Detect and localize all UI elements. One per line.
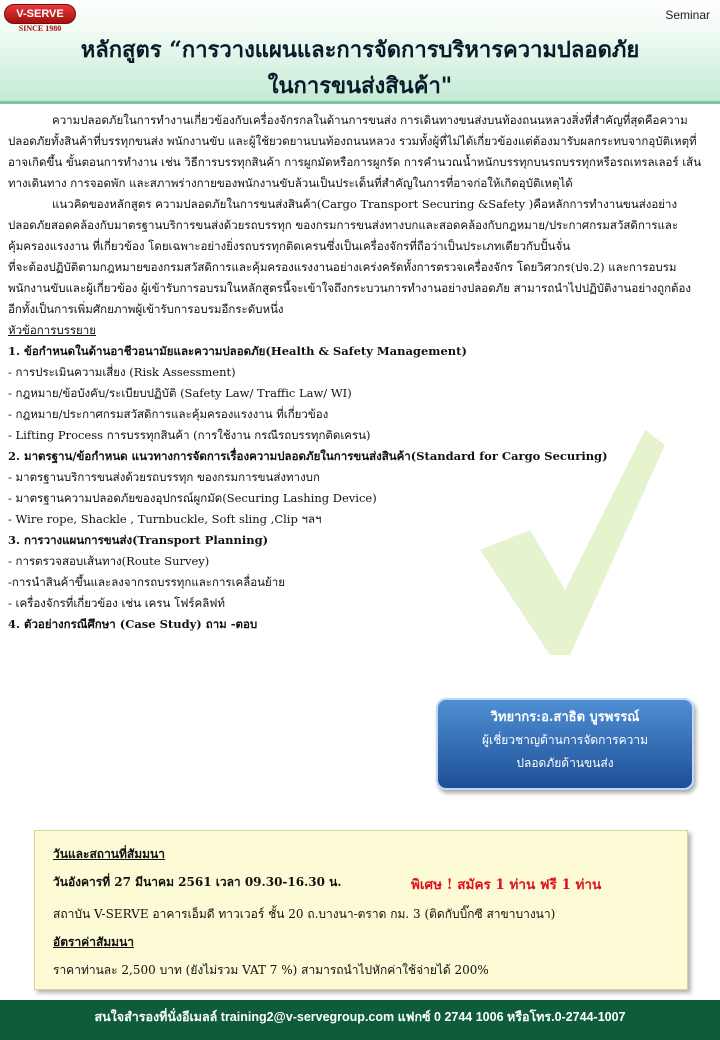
- intro-paragraph-2: แนวคิดของหลักสูตร ความปลอดภัยในการขนส่งสินค้า(Cargo Transport Securing &Safety )คือหลักการทำงานขนส่งอย่างปลอดภัยสอดคล้องกับมาตรฐานบริการขนส่งด้วยรถบรรทุก ของกรมการขนส่งทางบกและสอดคล้องกับกฎหมาย/ประกาศกรมสวัสดิการและคุ้มครองแรงงาน ที่เกี่ยวข้อง โดยเฉพาะอย่างยิ่งรถบรรทุกติดเครนซึ่งเป็นเครื่องจักรที่ถือว่าเป็นประเภทเดียวกับปั้นจั่น: [8, 197, 679, 253]
- section-1-item: - กฎหมาย/ประกาศกรมสวัสดิการและคุ้มครองแรงงาน ที่เกี่ยวข้อง: [8, 407, 329, 421]
- intro-paragraph-1: ความปลอดภัยในการทำงานเกี่ยวข้องกับเครื่องจักรกลในด้านการขนส่ง การเดินทางขนส่งบนท้องถนนหลวงสิ่งที่สำคัญที่สุดคือความปลอดภัยทั้งสินค้าที่บรรทุกขนส่ง พนักงานขับ และผู้ใช้ยวดยานบนท้องถนนหลวง รวมทั้งผู้ที่ไม่ได้เกี่ยวข้องแต่ต้องมารับผลกระทบจากอุบัติเหตุที่อาจเกิดขึ้น ขั้นตอนการทำงาน เช่น วิธีการบรรทุกสินค้า การผูกมัดหรือการผูกรัด การคำนวณน้ำหนักบรรทุกบนรถบรรทุกหรือรถเทรลเลอร์ เส้นทางเดินทาง การจอดพัก และสภาพร่างกายของพนักงานขับล้วนเป็นประเด็นที่สำคัญในการที่อาจก่อให้เกิดอุบัติเหตุได้: [8, 113, 702, 190]
- section-2-item: - Wire rope, Shackle , Turnbuckle, Soft sling ,Clip ฯลฯ: [8, 512, 322, 526]
- speaker-box: [436, 698, 694, 790]
- section-3-item: - เครื่องจักรที่เกี่ยวข้อง เช่น เครน โฟร์คลิฟท์: [8, 596, 225, 610]
- main-content: [8, 110, 708, 635]
- seminar-info-box: [34, 830, 688, 990]
- seminar-date: วันอังคารที่ 27 มีนาคม 2561 เวลา 09.30-16.30 น.: [53, 875, 342, 889]
- speaker-title-line-1: ผู้เชี่ยวชาญด้านการจัดการความ: [481, 733, 649, 747]
- date-venue-heading: วันและสถานที่สัมมนา: [53, 847, 166, 861]
- course-title-line-1: หลักสูตร “การวางแผนและการจัดการบริหารความปลอดภัย: [80, 37, 640, 63]
- fee-heading: อัตราค่าสัมมนา: [53, 935, 135, 949]
- section-3-title: 3. การวางแผนการขนส่ง(Transport Planning): [8, 533, 269, 547]
- section-1-item: - Lifting Process การบรรทุกสินค้า (การใช้งาน กรณีรถบรรทุกติดเครน): [8, 428, 371, 442]
- section-3-item: -การนำสินค้าขึ้นและลงจากรถบรรทุกและการเคลื่อนย้าย: [8, 575, 285, 589]
- promo-badge: พิเศษ ! สมัคร 1 ท่าน ฟรี 1 ท่าน: [411, 877, 602, 893]
- header-banner: [0, 0, 720, 104]
- section-1-item: - การประเมินความเสี่ยง (Risk Assessment): [8, 365, 236, 379]
- seminar-fee: ราคาท่านละ 2,500 บาท (ยังไม่รวม VAT 7 %) สามารถนำไปหักค่าใช้จ่ายได้ 200%: [53, 963, 489, 977]
- topics-heading: หัวข้อการบรรยาย: [8, 323, 96, 337]
- speaker-title-line-2: ปลอดภัยด้านขนส่ง: [516, 756, 614, 770]
- v-serve-logo: [4, 4, 76, 34]
- section-2-title: 2. มาตรฐาน/ข้อกำหนด แนวทางการจัดการเรื่องความปลอดภัยในการขนส่งสินค้า(Standard for Cargo Securing): [8, 449, 608, 463]
- course-title-line-2: ในการขนส่งสินค้า": [267, 73, 453, 99]
- section-2-item: - มาตรฐานความปลอดภัยของอุปกรณ์ผูกมัด(Securing Lashing Device): [8, 491, 377, 505]
- logo-since: SINCE 1980: [18, 24, 62, 33]
- section-4-title: 4. ตัวอย่างกรณีศึกษา (Case Study) ถาม -ตอบ: [8, 617, 258, 631]
- section-1-item: - กฎหมาย/ข้อบังคับ/ระเบียบปฏิบัติ (Safety Law/ Traffic Law/ WI): [8, 386, 352, 400]
- seminar-venue: สถาบัน V-SERVE อาคารเอ็มดี ทาวเวอร์ ชั้น 20 ถ.บางนา-ตราด กม. 3 (ติดกับบิ๊กซี สาขาบางนา): [53, 907, 556, 921]
- logo-text: V-SERVE: [4, 4, 76, 24]
- section-2-item: - มาตรฐานบริการขนส่งด้วยรถบรรทุก ของกรมการขนส่งทางบก: [8, 470, 320, 484]
- intro-paragraph-3: ที่จะต้องปฏิบัติตามกฎหมายของกรมสวัสดิการและคุ้มครองแรงงานอย่างเคร่งครัดทั้งการตรวจเครื่องจักร โดยวิศวกร(ปจ.2) และการอบรมพนักงานขับและผู้เกี่ยวข้อง ผู้เข้ารับการอบรมในหลักสูตรนี้จะเข้าใจถึงกระบวนการทำงานอย่างปลอดภัย สามารถนำไปปฏิบัติงานอย่างถูกต้อง อีกทั้งเป็นการเพิ่มศักยภาพผู้เข้ารับการอบรมอีกระดับหนึ่ง: [8, 260, 692, 316]
- speaker-name: วิทยากร:อ.สาธิต บูรพรรณ์: [490, 710, 640, 725]
- section-3-item: - การตรวจสอบเส้นทาง(Route Survey): [8, 554, 210, 568]
- contact-footer: สนใจสำรองที่นั่งอีเมลล์ training2@v-servegroup.com แฟกซ์ 0 2744 1006 หรือโทร.0-2744-1007: [0, 1000, 720, 1040]
- section-1-title: 1. ข้อกำหนดในด้านอาชีวอนามัยและความปลอดภัย(Health & Safety Management): [8, 344, 467, 358]
- seminar-label: Seminar: [665, 8, 710, 22]
